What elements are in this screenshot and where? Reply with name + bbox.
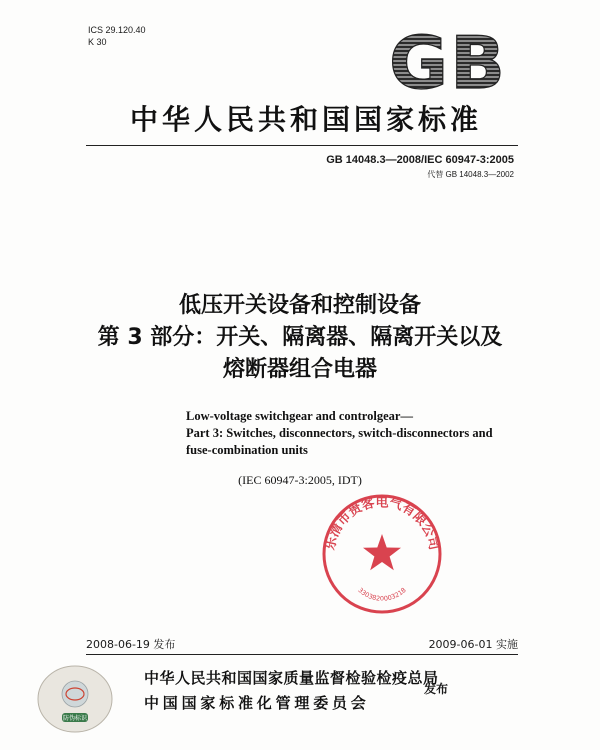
seal-text: 乐清市贵客电气有限公司 <box>322 495 442 552</box>
effective-date: 2009-06-01 实施 <box>428 638 518 651</box>
chinese-title-line-2: 第 3 部分：开关、隔离器、隔离开关以及 <box>97 325 503 350</box>
issuer-line-2: 中国国家标准化管理委员会 <box>144 694 370 712</box>
english-title-line-2: Part 3: Switches, disconnectors, switch-disconnectors and <box>186 426 493 440</box>
publish-label: 发布 <box>424 682 449 696</box>
standard-number: GB 14048.3—2008/IEC 60947-3:2005 <box>326 154 514 166</box>
standard-number-block <box>326 154 514 180</box>
english-title-line-3: fuse-combination units <box>186 443 308 457</box>
top-divider <box>86 145 518 146</box>
hologram-text: 防伪标识 <box>62 715 88 722</box>
english-title-line-1: Low-voltage switchgear and controlgear— <box>186 409 413 423</box>
seal-star-icon <box>363 534 401 570</box>
anti-counterfeit-hologram <box>36 664 114 734</box>
gb-logo <box>383 30 513 94</box>
ics-code: ICS 29.120.40 <box>88 25 146 35</box>
company-seal-stamp <box>318 490 446 618</box>
national-standard-title: 中华人民共和国国家标准 <box>129 103 482 136</box>
iec-equivalence: (IEC 60947-3:2005, IDT) <box>238 473 362 487</box>
replaces-standard: 代替 GB 14048.3—2002 <box>427 170 514 179</box>
issuing-authorities <box>144 667 439 713</box>
gb-logo-text: GB <box>389 30 507 94</box>
issuer-line-1: 中华人民共和国国家质量监督检验检疫总局 <box>144 669 439 687</box>
chinese-title <box>60 290 540 386</box>
ccs-code: K 30 <box>88 37 107 47</box>
bottom-divider <box>86 654 518 655</box>
chinese-title-line-1: 低压开关设备和控制设备 <box>178 293 421 318</box>
issue-date: 2008-06-19 发布 <box>86 638 176 651</box>
chinese-title-line-3: 熔断器组合电器 <box>222 357 377 382</box>
english-title <box>186 408 493 459</box>
seal-number: 3303820003218 <box>356 586 408 603</box>
classification-codes <box>88 24 146 48</box>
